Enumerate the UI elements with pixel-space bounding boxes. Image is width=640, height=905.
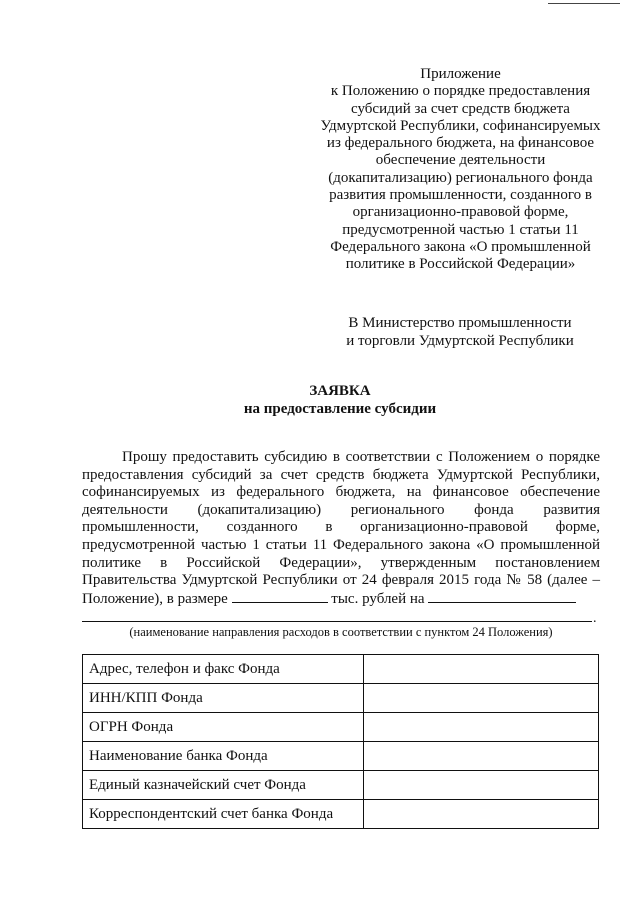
table-row <box>83 713 599 742</box>
request-text: Прошу предоставить субсидию в соответствии с Положением о порядке предоставления субсидий за счет средств бюджета Удмуртской Республики, софинансируемых из федерального бюджета, на финансовое обеспечение деятельности (докапитализацию) регионального фонда развития промышленности, созданного в организационно-правовой форме, предусмотренной частью 1 статьи 11 Федерального закона «О промышленной политике в Российской Федерации», утвержденным постановлением Правительства Удмуртской Республики от 24 февраля 2015 года № 58 (далее – Положение), в размере <box>82 449 600 607</box>
line-end-period: . <box>593 611 597 626</box>
purpose-blank-field[interactable] <box>428 590 576 603</box>
table-row <box>83 771 599 800</box>
purpose-caption: (наименование направления расходов в соответствии с пунктом 24 Положения) <box>129 625 553 639</box>
appendix-line: организационно-правовой форме, <box>352 204 569 221</box>
appendix-header <box>308 66 613 274</box>
row-value-cell[interactable] <box>364 684 599 713</box>
purpose-continuation-line[interactable] <box>82 621 592 622</box>
request-mid-text: тыс. рублей на <box>331 590 425 607</box>
appendix-line: из федерального бюджета, на финансовое <box>326 135 595 152</box>
appendix-line: развития промышленности, созданного в <box>329 187 592 204</box>
appendix-line: субсидий за счет средств бюджета <box>351 100 570 117</box>
row-label: Адрес, телефон и факс Фонда <box>83 655 364 684</box>
row-value-cell[interactable] <box>364 655 599 684</box>
top-edge-line <box>548 3 620 4</box>
appendix-line: предусмотренной частью 1 статьи 11 <box>342 221 579 238</box>
request-paragraph <box>82 449 600 608</box>
row-value-cell[interactable] <box>364 800 599 829</box>
document-title <box>80 382 600 418</box>
table-row <box>83 684 599 713</box>
row-label: Корреспондентский счет банка Фонда <box>83 800 364 829</box>
row-label: Наименование банка Фонда <box>83 742 364 771</box>
title-sub: на предоставление субсидии <box>243 401 437 417</box>
row-value-cell[interactable] <box>364 771 599 800</box>
appendix-line: обеспечение деятельности <box>375 152 546 169</box>
amount-blank-field[interactable] <box>232 590 328 603</box>
row-label: ОГРН Фонда <box>83 713 364 742</box>
recipient-line-2: и торговли Удмуртской Республики <box>346 333 574 349</box>
recipient-line-1: В Министерство промышленности <box>348 315 572 331</box>
appendix-line: Федерального закона «О промышленной <box>330 238 591 255</box>
recipient-block <box>320 314 600 350</box>
table-row <box>83 800 599 829</box>
row-value-cell[interactable] <box>364 713 599 742</box>
title-main: ЗАЯВКА <box>309 383 371 399</box>
table-row <box>83 655 599 684</box>
table-row <box>83 742 599 771</box>
fund-details-table <box>82 654 599 829</box>
row-value-cell[interactable] <box>364 742 599 771</box>
appendix-line: политике в Российской Федерации» <box>345 256 576 273</box>
appendix-line: к Положению о порядке предоставления <box>330 83 591 100</box>
appendix-line: (докапитализацию) регионального фонда <box>328 169 593 186</box>
appendix-line: Удмуртской Республики, софинансируемых <box>320 117 601 134</box>
row-label: ИНН/КПП Фонда <box>83 684 364 713</box>
appendix-line: Приложение <box>420 66 501 82</box>
row-label: Единый казначейский счет Фонда <box>83 771 364 800</box>
